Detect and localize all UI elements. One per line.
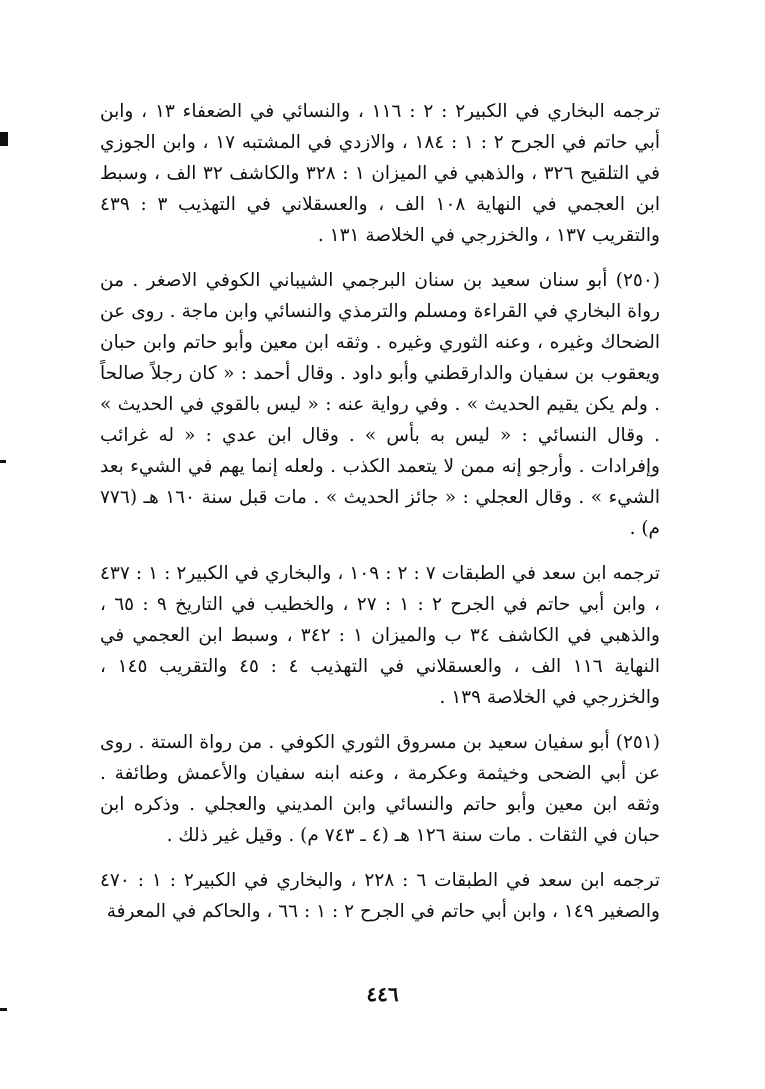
paragraph-5-references: ترجمه ابن سعد في الطبقات ٦ : ٢٢٨ ، والبخاري في الكبير٢ : ١ : ٤٧٠ والصغير ١٤٩ ، وابن أبي حاتم في الجرح ٢ : ١ : ٦٦ ، والحاكم في المعرفة (100, 870, 660, 922)
paragraph-spacer (100, 544, 660, 558)
paragraph-2-entry-250: (٢٥٠) أبو سنان سعيد بن سنان البرجمي الشيباني الكوفي الاصغر . من رواة البخاري في القراءة ومسلم والترمذي والنسائي وابن ماجة . روى عن الضحاك وغيره ، وعنه الثوري وغيره . وثقه ابن معين وأبو حاتم وابن حبان ويعقوب بن سفيان والدارقطني وأبو داود . وقال أحمد : « كان رجلاً صالحاً . ولم يكن يقيم الحديث » . وفي رواية عنه : « ليس بالقوي في الحديث » . وقال النسائي : « ليس به بأس » . وقال ابن عدي : « له غرائب وإفرادات . وأرجو إنه ممن لا يتعمد الكذب . ولعله إنما يهم في الشيء بعد الشيء » . وقال العجلي : « جائز الحديث » . مات قبل سنة ١٦٠ هـ (٧٧٦ م) . (100, 270, 661, 539)
paragraph-spacer (100, 713, 660, 727)
scan-edge-mark (0, 460, 6, 463)
paragraph-4-entry-251: (٢٥١) أبو سفيان سعيد بن مسروق الثوري الكوفي . من رواة الستة . روى عن أبي الضحى وخيثمة وعكرمة ، وعنه ابنه سفيان والأعمش وطائفة . وثقه ابن معين وأبو حاتم والنسائي وابن المديني والعجلي . وذكره ابن حبان في الثقات . مات سنة ١٢٦ هـ (٤ ـ ٧٤٣ م) . وقيل غير ذلك . (100, 732, 660, 846)
paragraph-spacer (100, 851, 660, 865)
page-number: ٤٤٦ (366, 982, 399, 1006)
paragraph-spacer (100, 251, 660, 265)
scan-edge-mark (0, 1008, 7, 1011)
page-body (100, 96, 660, 927)
paragraph-3-references: ترجمه ابن سعد في الطبقات ٧ : ٢ : ١٠٩ ، والبخاري في الكبير٢ : ١ : ٤٣٧ ، وابن أبي حاتم في الجرح ٢ : ١ : ٢٧ ، والخطيب في التاريخ ٩ : ٦٥ ، والذهبي في الكاشف ٣٤ ب والميزان ١ : ٣٤٢ ، وسبط ابن العجمي في النهاية ١١٦ الف ، والعسقلاني في التهذيب ٤ : ٤٥ والتقريب ١٤٥ ، والخزرجي في الخلاصة ١٣٩ . (100, 563, 661, 708)
scan-edge-mark (0, 132, 8, 146)
paragraph-1-references: ترجمه البخاري في الكبير٢ : ٢ : ١١٦ ، والنسائي في الضعفاء ١٣ ، وابن أبي حاتم في الجرح ٢ : ١ : ١٨٤ ، والازدي في المشتبه ١٧ ، وابن الجوزي في التلقيح ٣٢٦ ، والذهبي في الميزان ١ : ٣٢٨ والكاشف ٣٢ الف ، وسبط ابن العجمي في النهاية ١٠٨ الف ، والعسقلاني في التهذيب ٣ : ٤٣٩ والتقريب ١٣٧ ، والخزرجي في الخلاصة ١٣١ . (100, 101, 661, 246)
